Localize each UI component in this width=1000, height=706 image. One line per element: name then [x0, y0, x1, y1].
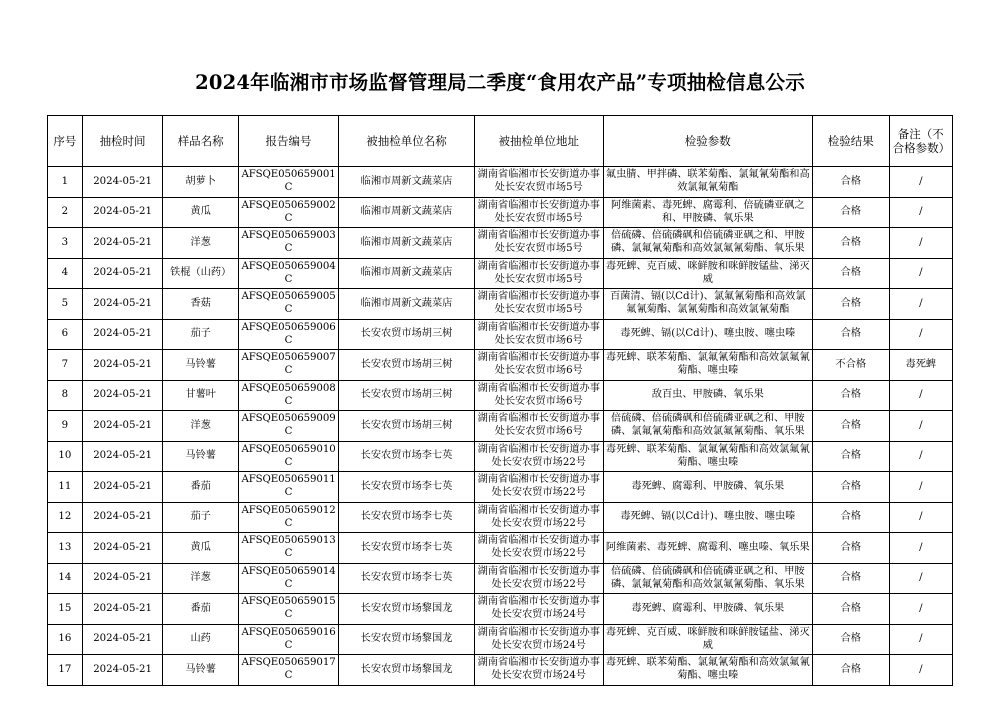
table-row [48, 228, 953, 259]
table-row [48, 380, 953, 411]
cell-date: 2024-05-21 [82, 197, 163, 228]
cell-index: 13 [48, 533, 83, 564]
cell-parameters: 毒死蜱、联苯菊酯、氯氟氰菊酯和高效氯氟氰菊酯、噻虫嗪 [603, 350, 812, 381]
cell-parameters: 毒死蜱、镉(以Cd计)、噻虫胺、噻虫嗪 [603, 319, 812, 350]
cell-date: 2024-05-21 [82, 350, 163, 381]
table-row [48, 411, 953, 442]
cell-unit-address: 湖南省临湘市长安街道办事处长安农贸市场6号 [474, 380, 603, 411]
cell-parameters: 毒死蜱、联苯菊酯、氯氟氰菊酯和高效氯氟氰菊酯、噻虫嗪 [603, 441, 812, 472]
cell-remark: / [889, 167, 952, 198]
cell-sample-name: 洋葱 [163, 228, 239, 259]
cell-unit-name: 长安农贸市场李七英 [339, 502, 475, 533]
cell-unit-address: 湖南省临湘市长安街道办事处长安农贸市场22号 [474, 472, 603, 503]
cell-remark: / [889, 441, 952, 472]
table-row [48, 655, 953, 686]
cell-report-number: AFSQE050659015C [238, 594, 338, 625]
column-header-date: 抽检时间 [82, 116, 163, 167]
cell-unit-name: 长安农贸市场李七英 [339, 441, 475, 472]
cell-parameters: 毒死蜱、腐霉利、甲胺磷、氧乐果 [603, 594, 812, 625]
cell-sample-name: 马铃薯 [163, 655, 239, 686]
cell-report-number: AFSQE050659013C [238, 533, 338, 564]
cell-unit-name: 临湘市周新文蔬菜店 [339, 197, 475, 228]
cell-parameters: 阿维菌素、毒死蜱、腐霉利、噻虫嗪、氧乐果 [603, 533, 812, 564]
cell-result: 合格 [813, 289, 890, 320]
cell-parameters: 氟虫腈、甲拌磷、联苯菊酯、氯氟氰菊酯和高效氯氟氰菊酯 [603, 167, 812, 198]
column-header-sample: 样品名称 [163, 116, 239, 167]
cell-date: 2024-05-21 [82, 502, 163, 533]
cell-result: 不合格 [813, 350, 890, 381]
cell-unit-address: 湖南省临湘市长安街道办事处长安农贸市场5号 [474, 228, 603, 259]
table-body [48, 167, 953, 686]
cell-remark: 毒死蜱 [889, 350, 952, 381]
cell-report-number: AFSQE050659002C [238, 197, 338, 228]
cell-unit-name: 临湘市周新文蔬菜店 [339, 289, 475, 320]
cell-sample-name: 茄子 [163, 502, 239, 533]
table-row [48, 624, 953, 655]
cell-parameters: 倍硫磷、倍硫磷砜和倍硫磷亚砜之和、甲胺磷、氯氟氰菊酯和高效氯氟氰菊酯、氧乐果 [603, 563, 812, 594]
cell-index: 12 [48, 502, 83, 533]
cell-sample-name: 洋葱 [163, 563, 239, 594]
cell-parameters: 毒死蜱、镉(以Cd计)、噻虫胺、噻虫嗪 [603, 502, 812, 533]
column-header-parameters: 检验参数 [603, 116, 812, 167]
cell-unit-name: 长安农贸市场李七英 [339, 533, 475, 564]
table-row [48, 502, 953, 533]
cell-report-number: AFSQE050659014C [238, 563, 338, 594]
cell-report-number: AFSQE050659010C [238, 441, 338, 472]
table-row [48, 167, 953, 198]
cell-remark: / [889, 472, 952, 503]
column-header-index: 序号 [48, 116, 83, 167]
cell-date: 2024-05-21 [82, 258, 163, 289]
cell-date: 2024-05-21 [82, 594, 163, 625]
cell-result: 合格 [813, 319, 890, 350]
table-row [48, 441, 953, 472]
table-row [48, 533, 953, 564]
cell-sample-name: 铁棍（山药） [163, 258, 239, 289]
cell-parameters: 敌百虫、甲胺磷、氧乐果 [603, 380, 812, 411]
cell-sample-name: 黄瓜 [163, 197, 239, 228]
cell-sample-name: 山药 [163, 624, 239, 655]
column-header-remark: 备注（不合格参数） [889, 116, 952, 167]
cell-remark: / [889, 258, 952, 289]
cell-unit-address: 湖南省临湘市长安街道办事处长安农贸市场5号 [474, 167, 603, 198]
cell-date: 2024-05-21 [82, 289, 163, 320]
cell-remark: / [889, 380, 952, 411]
table-row [48, 258, 953, 289]
cell-index: 1 [48, 167, 83, 198]
cell-report-number: AFSQE050659007C [238, 350, 338, 381]
cell-date: 2024-05-21 [82, 319, 163, 350]
cell-remark: / [889, 289, 952, 320]
cell-remark: / [889, 594, 952, 625]
table-row [48, 289, 953, 320]
cell-unit-address: 湖南省临湘市长安街道办事处长安农贸市场22号 [474, 563, 603, 594]
cell-date: 2024-05-21 [82, 167, 163, 198]
cell-date: 2024-05-21 [82, 472, 163, 503]
cell-report-number: AFSQE050659017C [238, 655, 338, 686]
cell-unit-name: 长安农贸市场黎国龙 [339, 655, 475, 686]
cell-report-number: AFSQE050659016C [238, 624, 338, 655]
cell-parameters: 倍硫磷、倍硫磷砜和倍硫磷亚砜之和、甲胺磷、氯氟氰菊酯和高效氯氟氰菊酯、氧乐果 [603, 411, 812, 442]
cell-report-number: AFSQE050659004C [238, 258, 338, 289]
column-header-address: 被抽检单位地址 [474, 116, 603, 167]
cell-unit-name: 临湘市周新文蔬菜店 [339, 167, 475, 198]
cell-unit-address: 湖南省临湘市长安街道办事处长安农贸市场6号 [474, 350, 603, 381]
table-row [48, 563, 953, 594]
column-header-result: 检验结果 [813, 116, 890, 167]
cell-parameters: 毒死蜱、克百威、咪鲜胺和咪鲜胺锰盐、涕灭威 [603, 624, 812, 655]
page-title: 2024年临湘市市场监督管理局二季度“食用农产品”专项抽检信息公示 [195, 71, 805, 94]
cell-index: 16 [48, 624, 83, 655]
cell-date: 2024-05-21 [82, 441, 163, 472]
cell-parameters: 毒死蜱、克百威、咪鲜胺和咪鲜胺锰盐、涕灭威 [603, 258, 812, 289]
cell-sample-name: 番茄 [163, 594, 239, 625]
cell-sample-name: 洋葱 [163, 411, 239, 442]
cell-remark: / [889, 655, 952, 686]
cell-report-number: AFSQE050659001C [238, 167, 338, 198]
cell-result: 合格 [813, 228, 890, 259]
cell-date: 2024-05-21 [82, 655, 163, 686]
cell-remark: / [889, 197, 952, 228]
cell-unit-address: 湖南省临湘市长安街道办事处长安农贸市场22号 [474, 533, 603, 564]
cell-date: 2024-05-21 [82, 228, 163, 259]
cell-remark: / [889, 624, 952, 655]
cell-sample-name: 番茄 [163, 472, 239, 503]
cell-index: 14 [48, 563, 83, 594]
cell-unit-address: 湖南省临湘市长安街道办事处长安农贸市场6号 [474, 319, 603, 350]
cell-unit-name: 临湘市周新文蔬菜店 [339, 228, 475, 259]
cell-date: 2024-05-21 [82, 411, 163, 442]
cell-date: 2024-05-21 [82, 624, 163, 655]
cell-unit-name: 长安农贸市场胡三树 [339, 319, 475, 350]
table-row [48, 350, 953, 381]
column-header-report: 报告编号 [238, 116, 338, 167]
cell-unit-name: 长安农贸市场李七英 [339, 563, 475, 594]
cell-unit-name: 临湘市周新文蔬菜店 [339, 258, 475, 289]
cell-remark: / [889, 502, 952, 533]
cell-index: 5 [48, 289, 83, 320]
cell-index: 3 [48, 228, 83, 259]
cell-remark: / [889, 563, 952, 594]
cell-unit-name: 长安农贸市场胡三树 [339, 350, 475, 381]
cell-sample-name: 茄子 [163, 319, 239, 350]
cell-index: 6 [48, 319, 83, 350]
cell-sample-name: 马铃薯 [163, 441, 239, 472]
table-row [48, 472, 953, 503]
cell-parameters: 毒死蜱、腐霉利、甲胺磷、氧乐果 [603, 472, 812, 503]
cell-index: 10 [48, 441, 83, 472]
cell-index: 8 [48, 380, 83, 411]
cell-result: 合格 [813, 655, 890, 686]
cell-unit-address: 湖南省临湘市长安街道办事处长安农贸市场22号 [474, 441, 603, 472]
cell-unit-name: 长安农贸市场胡三树 [339, 411, 475, 442]
cell-parameters: 百菌清、镉(以Cd计)、氯氟氰菊酯和高效氯氟氰菊酯、氯氰菊酯和高效氯氰菊酯 [603, 289, 812, 320]
cell-unit-address: 湖南省临湘市长安街道办事处长安农贸市场24号 [474, 655, 603, 686]
cell-unit-name: 长安农贸市场黎国龙 [339, 624, 475, 655]
cell-index: 17 [48, 655, 83, 686]
cell-parameters: 毒死蜱、联苯菊酯、氯氟氰菊酯和高效氯氟氰菊酯、噻虫嗪 [603, 655, 812, 686]
table-row [48, 319, 953, 350]
cell-result: 合格 [813, 594, 890, 625]
column-header-unit: 被抽检单位名称 [339, 116, 475, 167]
cell-result: 合格 [813, 167, 890, 198]
inspection-table-container [47, 115, 953, 686]
cell-report-number: AFSQE050659008C [238, 380, 338, 411]
inspection-table [47, 115, 953, 686]
table-row [48, 197, 953, 228]
cell-sample-name: 甘薯叶 [163, 380, 239, 411]
cell-result: 合格 [813, 197, 890, 228]
cell-result: 合格 [813, 380, 890, 411]
cell-date: 2024-05-21 [82, 380, 163, 411]
cell-report-number: AFSQE050659006C [238, 319, 338, 350]
cell-index: 9 [48, 411, 83, 442]
cell-result: 合格 [813, 563, 890, 594]
cell-unit-address: 湖南省临湘市长安街道办事处长安农贸市场5号 [474, 258, 603, 289]
cell-parameters: 阿维菌素、毒死蜱、腐霉利、倍硫磷亚砜之和、甲胺磷、氧乐果 [603, 197, 812, 228]
cell-unit-name: 长安农贸市场黎国龙 [339, 594, 475, 625]
cell-sample-name: 黄瓜 [163, 533, 239, 564]
cell-report-number: AFSQE050659009C [238, 411, 338, 442]
cell-report-number: AFSQE050659011C [238, 472, 338, 503]
cell-date: 2024-05-21 [82, 563, 163, 594]
cell-date: 2024-05-21 [82, 533, 163, 564]
cell-index: 4 [48, 258, 83, 289]
cell-remark: / [889, 319, 952, 350]
cell-result: 合格 [813, 502, 890, 533]
cell-result: 合格 [813, 441, 890, 472]
cell-remark: / [889, 533, 952, 564]
cell-index: 11 [48, 472, 83, 503]
cell-unit-name: 长安农贸市场李七英 [339, 472, 475, 503]
cell-unit-name: 长安农贸市场胡三树 [339, 380, 475, 411]
cell-remark: / [889, 228, 952, 259]
cell-report-number: AFSQE050659005C [238, 289, 338, 320]
cell-sample-name: 香菇 [163, 289, 239, 320]
cell-index: 7 [48, 350, 83, 381]
cell-sample-name: 马铃薯 [163, 350, 239, 381]
cell-unit-address: 湖南省临湘市长安街道办事处长安农贸市场24号 [474, 594, 603, 625]
cell-index: 2 [48, 197, 83, 228]
cell-unit-address: 湖南省临湘市长安街道办事处长安农贸市场5号 [474, 197, 603, 228]
cell-unit-address: 湖南省临湘市长安街道办事处长安农贸市场6号 [474, 411, 603, 442]
cell-result: 合格 [813, 624, 890, 655]
table-header [48, 116, 953, 167]
cell-result: 合格 [813, 472, 890, 503]
cell-result: 合格 [813, 411, 890, 442]
cell-unit-address: 湖南省临湘市长安街道办事处长安农贸市场5号 [474, 289, 603, 320]
cell-unit-address: 湖南省临湘市长安街道办事处长安农贸市场22号 [474, 502, 603, 533]
cell-sample-name: 胡萝卜 [163, 167, 239, 198]
cell-remark: / [889, 411, 952, 442]
cell-report-number: AFSQE050659012C [238, 502, 338, 533]
table-header-row [48, 116, 953, 167]
cell-result: 合格 [813, 258, 890, 289]
cell-result: 合格 [813, 533, 890, 564]
cell-report-number: AFSQE050659003C [238, 228, 338, 259]
cell-unit-address: 湖南省临湘市长安街道办事处长安农贸市场24号 [474, 624, 603, 655]
cell-parameters: 倍硫磷、倍硫磷砜和倍硫磷亚砜之和、甲胺磷、氯氟氰菊酯和高效氯氟氰菊酯、氧乐果 [603, 228, 812, 259]
table-row [48, 594, 953, 625]
cell-index: 15 [48, 594, 83, 625]
